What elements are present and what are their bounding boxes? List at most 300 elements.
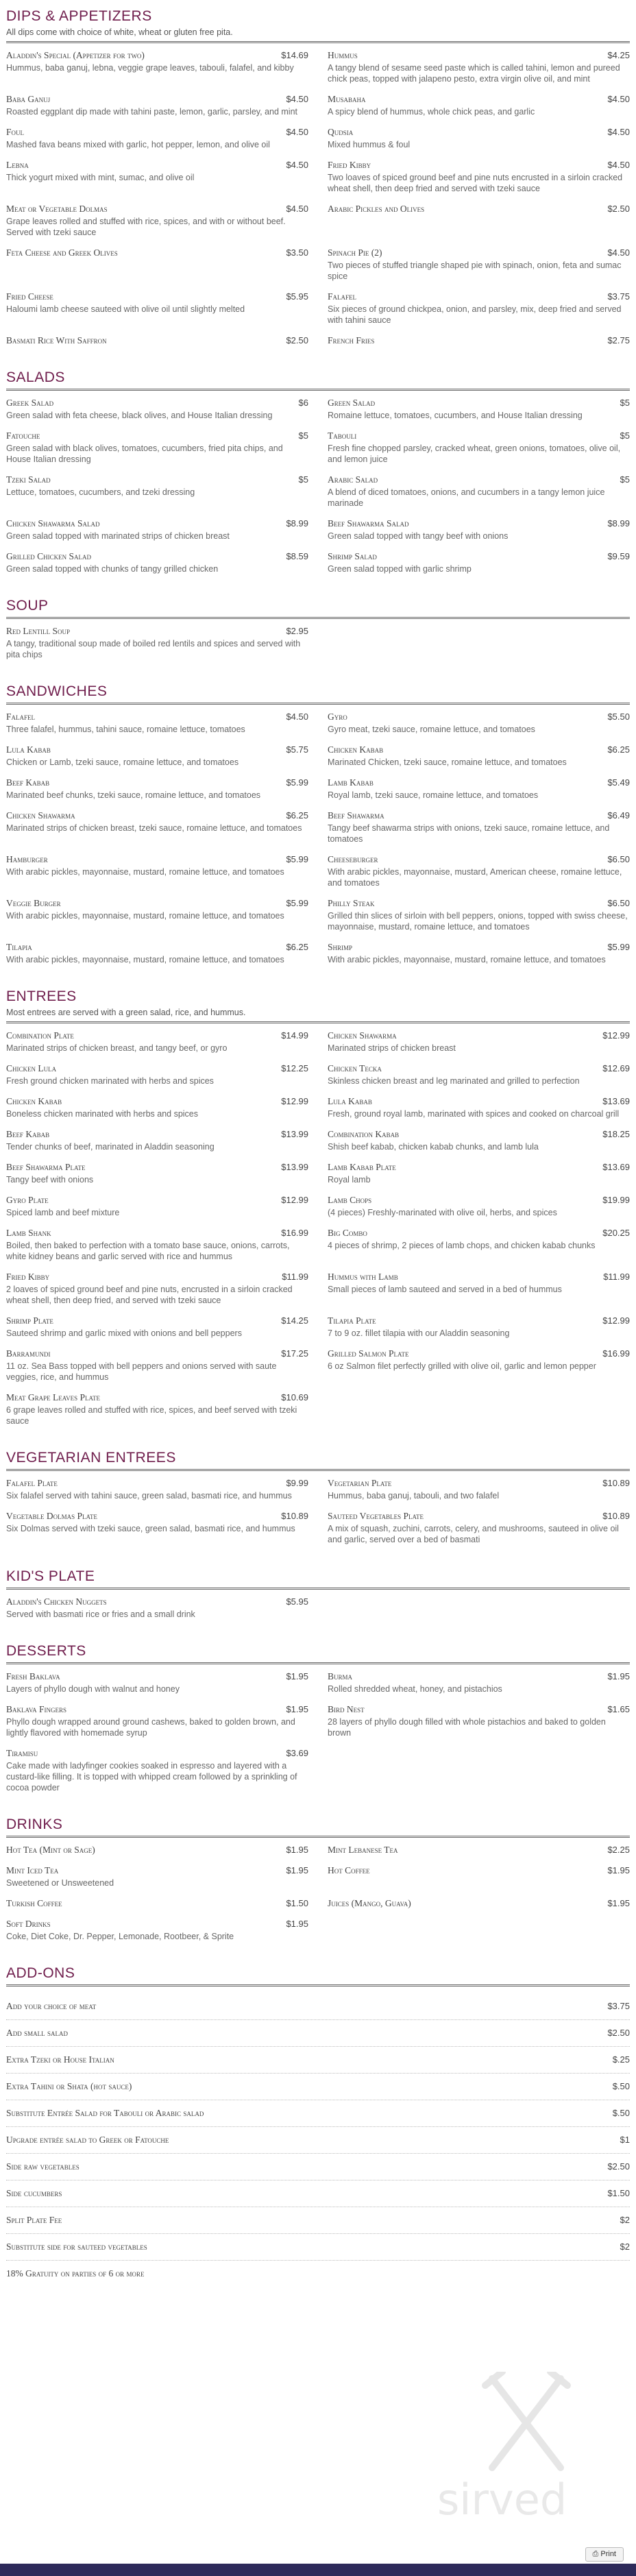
menu-item-price: $1.95: [286, 1671, 308, 1681]
menu-item-name: Lamb Kabab: [328, 777, 374, 788]
menu-item: [6, 518, 308, 542]
menu-item-description: Fresh, ground royal lamb, marinated with spices and cooked on charcoal grill: [328, 1109, 620, 1119]
menu-item: [6, 1748, 308, 1793]
menu-item-header: [6, 1129, 308, 1140]
menu-item-header: [6, 942, 308, 953]
menu-item: [328, 810, 630, 845]
menu-item-description: Romaine lettuce, tomatoes, cucumbers, and House Italian dressing: [328, 411, 583, 420]
menu-item-description: 28 layers of phyllo dough filled with whole pistachios and baked to golden brown: [328, 1717, 606, 1738]
menu-item-name: Basmati Rice With Saffron: [6, 335, 107, 345]
item-list: [6, 1596, 630, 1629]
menu-item-header: [328, 94, 630, 105]
menu-item: [6, 1228, 308, 1262]
item-list: [6, 712, 630, 975]
menu-item-price: $5.99: [286, 854, 308, 864]
menu-item: [328, 1348, 630, 1383]
menu-item-price: $12.25: [281, 1063, 308, 1073]
menu-item-header: [328, 1063, 630, 1074]
menu-item-description: Haloumi lamb cheese sauteed with olive oil until slightly melted: [6, 304, 245, 314]
section-divider: [6, 41, 630, 43]
section-title: VEGETARIAN ENTREES: [6, 1450, 176, 1466]
menu-item: [6, 2020, 630, 2047]
menu-item: [6, 1596, 308, 1620]
menu-item-name: Lamb Shank: [6, 1228, 51, 1238]
menu-item-header: [6, 1195, 308, 1206]
menu-item-name: Hummus: [328, 50, 358, 60]
menu-item: [6, 2154, 630, 2180]
menu-item-name: Chicken Lula: [6, 1063, 57, 1073]
menu-item-header: [328, 942, 630, 953]
menu-item-price: $9.59: [607, 551, 630, 561]
menu-item: [6, 50, 308, 84]
menu-item-description: Six falafel served with tahini sauce, green salad, basmati rice, and hummus: [6, 1491, 292, 1500]
menu-item-name: Extra Tzeki or House Italian: [6, 2054, 114, 2065]
menu-item-price: $2.50: [607, 2161, 630, 2172]
menu-item-header: [328, 335, 630, 346]
menu-section: [6, 369, 630, 584]
menu-item-header: [6, 1748, 308, 1759]
menu-item-price: $12.99: [281, 1096, 308, 1106]
menu-item: [6, 2047, 630, 2074]
menu-item-price: $10.89: [602, 1478, 630, 1488]
menu-item-description: 6 oz Salmon filet perfectly grilled with olive oil, garlic and lemon pepper: [328, 1361, 596, 1371]
menu-item-description: Six Dolmas served with tzeki sauce, green salad, basmati rice, and hummus: [6, 1524, 295, 1533]
menu-item-price: $19.99: [602, 1195, 630, 1205]
item-list: [6, 1845, 630, 1952]
menu-item: [6, 1030, 308, 1054]
menu-item-price: $2.50: [286, 335, 308, 345]
menu-item-price: $4.50: [607, 160, 630, 170]
menu-item-header: [6, 1511, 308, 1522]
menu-item: [6, 2180, 630, 2207]
menu-item-name: Fresh Baklava: [6, 1671, 60, 1681]
menu-item-header: [6, 1898, 308, 1909]
menu-item-price: $14.25: [281, 1315, 308, 1326]
menu-item-price: $5.50: [607, 712, 630, 722]
menu-item-header: [6, 335, 308, 346]
menu-item-name: Red Lentill Soup: [6, 626, 70, 636]
menu-item: [6, 398, 308, 421]
menu-item-price: $8.99: [286, 518, 308, 528]
menu-item-description: Mashed fava beans mixed with garlic, hot pepper, lemon, and olive oil: [6, 140, 270, 149]
menu-item-header: [6, 1671, 308, 1682]
menu-item-name: Tiramisu: [6, 1748, 38, 1758]
menu-item: [6, 942, 308, 965]
menu-item-name: Lula Kabab: [328, 1096, 372, 1106]
menu-item: [328, 335, 630, 346]
menu-item-header: [6, 127, 308, 138]
menu-item-description: A blend of diced tomatoes, onions, and cucumbers in a tangy lemon juice marinade: [328, 487, 605, 508]
menu-item: [328, 247, 630, 282]
menu-item-description: Hummus, baba ganuj, lebna, veggie grape leaves, tabouli, falafel, and kibby: [6, 63, 294, 73]
menu-item-header: [6, 1228, 308, 1239]
menu-item-price: $14.69: [281, 50, 308, 60]
menu-item-header: [6, 1272, 308, 1283]
menu-item-header: [6, 1478, 308, 1489]
menu-item-price: $5: [620, 398, 630, 408]
menu-item-header: [6, 160, 308, 171]
menu-item-description: Rolled shredded wheat, honey, and pistachios: [328, 1684, 502, 1694]
menu-item-header: [328, 127, 630, 138]
menu-item: [328, 127, 630, 150]
menu-item-description: With arabic pickles, mayonnaise, mustard, romaine lettuce, and tomatoes: [6, 911, 284, 921]
menu-item-header: [328, 474, 630, 485]
section-title: ENTREES: [6, 988, 77, 1004]
menu-item-name: Upgrade entrée salad to Greek or Fatouche: [6, 2135, 169, 2145]
menu-item-header: [6, 474, 308, 485]
menu-item-price: $5.95: [286, 1596, 308, 1607]
menu-item-name: 18% Gratuity on parties of 6 or more: [6, 2268, 145, 2279]
menu-item-name: Beef Shawarma Plate: [6, 1162, 86, 1172]
menu-item-price: $4.50: [286, 160, 308, 170]
menu-item: [6, 204, 308, 238]
menu-item-price: $8.99: [607, 518, 630, 528]
menu-section: [6, 988, 630, 1436]
menu-item-description: A tangy blend of sesame seed paste which is called tahini, lemon and pureed chick peas, topped with jalapeno pesto, extra virgin olive oil, and mint: [328, 63, 620, 84]
menu-item-price: $1.95: [286, 1865, 308, 1875]
menu-item-header: [6, 204, 308, 215]
menu-item-header: [6, 626, 308, 637]
menu-item: [6, 335, 308, 346]
menu-item-description: Lettuce, tomatoes, cucumbers, and tzeki dressing: [6, 487, 195, 497]
menu-item: [328, 474, 630, 509]
menu-item-description: Marinated beef chunks, tzeki sauce, romaine lettuce, and tomatoes: [6, 790, 261, 800]
menu-item-header: [328, 810, 630, 821]
menu-item-header: [6, 2215, 630, 2226]
menu-item-name: Combination Plate: [6, 1030, 74, 1041]
menu-item-name: Fatouche: [6, 430, 40, 441]
menu-item-header: [328, 1315, 630, 1326]
menu-item-header: [6, 1315, 308, 1326]
section-note: Most entrees are served with a green salad, rice, and hummus.: [6, 1008, 246, 1017]
menu-item-price: $4.50: [286, 127, 308, 137]
menu-item-name: Lamb Kabab Plate: [328, 1162, 396, 1172]
menu-item-description: Spiced lamb and beef mixture: [6, 1208, 120, 1217]
menu-item-name: Baba Ganuj: [6, 94, 51, 104]
menu-item-price: $13.69: [602, 1096, 630, 1106]
menu-item-price: $6.25: [286, 810, 308, 821]
menu-item-name: Falafel: [6, 712, 36, 722]
menu-item: [6, 744, 308, 768]
menu-item-price: $17.25: [281, 1348, 308, 1359]
menu-item: [6, 2234, 630, 2261]
menu-item-description: Fresh ground chicken marinated with herbs and spices: [6, 1076, 214, 1086]
menu-item-header: [328, 518, 630, 529]
menu-item-header: [6, 1845, 308, 1856]
menu-item-description: With arabic pickles, mayonnaise, mustard, romaine lettuce, and tomatoes: [6, 867, 284, 877]
menu-item-name: Juices (Mango, Guava): [328, 1898, 411, 1908]
menu-item-price: $3.75: [607, 2001, 630, 2011]
menu-section: [6, 683, 630, 975]
menu-item-header: [328, 1272, 630, 1283]
menu-item-price: $5: [620, 430, 630, 441]
menu-item-name: Aladdin's Special (Appetizer for two): [6, 50, 145, 60]
menu-item: [6, 551, 308, 574]
print-label: Print: [600, 2550, 616, 2558]
menu-item-header: [328, 777, 630, 788]
menu-item-name: Big Combo: [328, 1228, 367, 1238]
menu-item-name: Chicken Kabab: [328, 744, 384, 755]
section-divider: [6, 1469, 630, 1471]
menu-item: [328, 291, 630, 326]
menu-item: [6, 291, 308, 326]
menu-item-header: [6, 50, 308, 61]
section-divider: [6, 1984, 630, 1986]
menu-item-price: $3.69: [286, 1748, 308, 1758]
menu-item-price: $6.25: [607, 744, 630, 755]
menu-item: [6, 1478, 308, 1501]
section-title: DIPS & APPETIZERS: [6, 8, 152, 24]
menu-item: [6, 712, 308, 735]
printer-icon: ⎙: [592, 2550, 599, 2558]
menu-item-header: [6, 398, 308, 409]
menu-item-description: Sweetened or Unsweetened: [6, 1878, 114, 1888]
menu-item-header: [6, 247, 308, 258]
print-button[interactable]: [585, 2547, 624, 2562]
menu-item-price: $12.99: [281, 1195, 308, 1205]
menu-item-price: $12.99: [602, 1315, 630, 1326]
menu-item-header: [328, 1704, 630, 1715]
menu-item-name: Beef Kabab: [6, 1129, 50, 1139]
menu-item-header: [6, 518, 308, 529]
menu-item-price: $.25: [612, 2054, 630, 2065]
menu-item-description: Thick yogurt mixed with mint, sumac, and olive oil: [6, 173, 195, 182]
menu-item-name: Shrimp: [328, 942, 353, 952]
menu-item-name: Spinach Pie (2): [328, 247, 382, 258]
menu-item-name: Fried Kibby: [328, 160, 371, 170]
menu-item: [6, 810, 308, 845]
menu-item: [328, 1704, 630, 1738]
menu-item-price: $4.50: [286, 204, 308, 214]
menu-item-name: Shrimp Salad: [328, 551, 377, 561]
menu-item: [328, 551, 630, 574]
watermark-text: sirved: [437, 2475, 567, 2525]
section-title: SALADS: [6, 369, 65, 385]
menu-item-name: Philly Steak: [328, 898, 375, 908]
menu-item: [328, 1478, 630, 1501]
menu-section: [6, 1816, 630, 1952]
section-title: SANDWICHES: [6, 683, 108, 699]
menu-item-name: Green Salad: [328, 398, 376, 408]
menu-item: [328, 1865, 630, 1888]
menu-item-name: Fried Cheese: [6, 291, 53, 302]
menu-item: [328, 1272, 630, 1306]
menu-item-description: Tangy beef shawarma strips with onions, tzeki sauce, romaine lettuce, and tomatoes: [328, 823, 610, 844]
menu-item-description: With arabic pickles, mayonnaise, mustard, romaine lettuce, and tomatoes: [6, 955, 284, 964]
menu-item-header: [6, 430, 308, 441]
menu-item-description: A mix of squash, zuchini, carrots, celery, and mushrooms, sauteed in olive oil and garlic, served over a bed of basmati: [328, 1524, 619, 1544]
menu-item: [328, 94, 630, 117]
menu-item: [328, 1129, 630, 1152]
menu-item-name: Fried Kibby: [6, 1272, 50, 1282]
item-list: [6, 626, 630, 670]
menu-item-description: Marinated strips of chicken breast, tzeki sauce, romaine lettuce, and tomatoes: [6, 823, 302, 833]
menu-item-name: Vegetable Dolmas Plate: [6, 1511, 98, 1521]
item-list: [6, 398, 630, 584]
menu-item-name: Beef Shawarma Salad: [328, 518, 409, 528]
menu-item-header: [328, 204, 630, 215]
menu-item-price: $4.25: [607, 50, 630, 60]
menu-item-description: Chicken or Lamb, tzeki sauce, romaine lettuce, and tomatoes: [6, 757, 239, 767]
menu-item-price: $6: [298, 398, 308, 408]
menu-item-price: $4.50: [607, 247, 630, 258]
menu-item-header: [328, 712, 630, 722]
menu-item-description: Grilled thin slices of sirloin with bell peppers, onions, topped with swiss cheese, mayonnaise, mustard, romaine lettuce, and tomatoes: [328, 911, 628, 932]
menu-section: [6, 598, 630, 670]
menu-item-price: $5.99: [286, 777, 308, 788]
menu-item-header: [6, 94, 308, 105]
menu-item-price: $20.25: [602, 1228, 630, 1238]
menu-item-name: Lula Kabab: [6, 744, 51, 755]
menu-item-name: Beef Kabab: [6, 777, 50, 788]
menu-item-price: $5.75: [286, 744, 308, 755]
menu-item-header: [328, 1511, 630, 1522]
menu-item-description: A spicy blend of hummus, whole chick peas, and garlic: [328, 107, 535, 117]
menu-item: [6, 247, 308, 282]
menu-item-price: $1.50: [286, 1898, 308, 1908]
menu-item: [6, 854, 308, 888]
menu-item-name: Substitute Entrée Salad for Tabouli or Arabic salad: [6, 2108, 204, 2118]
menu-item-name: Baklava Fingers: [6, 1704, 67, 1714]
menu-item: [328, 1162, 630, 1185]
menu-item-description: Tangy beef with onions: [6, 1175, 94, 1184]
menu-item-price: $1.95: [286, 1919, 308, 1929]
menu-item-description: Small pieces of lamb sauteed and served in a bed of hummus: [328, 1285, 562, 1294]
menu-item: [328, 1845, 630, 1856]
menu-item-description: Shish beef kabab, chicken kabab chunks, and lamb lula: [328, 1142, 539, 1152]
menu-item-name: Hummus with Lamb: [328, 1272, 398, 1282]
menu-item-price: $13.99: [281, 1162, 308, 1172]
menu-item-name: Falafel: [328, 291, 357, 302]
item-list: [6, 1030, 630, 1436]
fork-knife-icon: [465, 2372, 588, 2475]
section-divider: [6, 1836, 630, 1838]
menu-item: [6, 1392, 308, 1426]
menu-item-price: $16.99: [281, 1228, 308, 1238]
menu-item-header: [328, 1478, 630, 1489]
section-divider: [6, 389, 630, 391]
menu-item-name: Chicken Shawarma: [6, 810, 75, 821]
menu-item-header: [328, 551, 630, 562]
menu-item: [328, 712, 630, 735]
menu-item-header: [6, 1704, 308, 1715]
menu-item-header: [328, 1845, 630, 1856]
menu-item-price: $16.99: [602, 1348, 630, 1359]
menu-item-header: [6, 2188, 630, 2199]
menu-item-header: [328, 1671, 630, 1682]
menu-item: [328, 1898, 630, 1909]
menu-item-name: Add your choice of meat: [6, 2001, 97, 2011]
item-list: [6, 1993, 630, 2287]
menu-item-description: With arabic pickles, mayonnaise, mustard, romaine lettuce, and tomatoes: [328, 955, 606, 964]
menu-item-price: $1.50: [607, 2188, 630, 2198]
menu-item-header: [328, 398, 630, 409]
menu-item-price: $4.50: [607, 127, 630, 137]
menu-item-description: Two loaves of spiced ground beef and pine nuts encrusted in a sirloin cracked wheat shell, then deep fried and served with tzeki sauce: [328, 173, 623, 193]
menu-item-price: $1.95: [286, 1704, 308, 1714]
menu-item-name: Soft Drinks: [6, 1919, 51, 1929]
section-title: DESSERTS: [6, 1643, 86, 1659]
menu-item: [6, 1195, 308, 1218]
menu-item-price: $11.99: [603, 1272, 630, 1282]
menu-item-description: Two pieces of stuffed triangle shaped pie with spinach, onion, feta and sumac spice: [328, 260, 622, 281]
menu-item-name: Qudsia: [328, 127, 354, 137]
menu-section: [6, 1965, 630, 2287]
menu-item: [328, 160, 630, 194]
menu-item-description: Marinated strips of chicken breast: [328, 1043, 456, 1053]
menu-item: [328, 1228, 630, 1262]
menu-item: [328, 1315, 630, 1339]
menu-section: [6, 1450, 630, 1555]
menu-item-name: Lamb Chops: [328, 1195, 372, 1205]
menu-item-name: Meat or Vegetable Dolmas: [6, 204, 108, 214]
menu-item: [6, 94, 308, 117]
menu-item-name: Falafel Plate: [6, 1478, 58, 1488]
menu-item: [6, 127, 308, 150]
menu-item-header: [6, 1865, 308, 1876]
menu-item: [6, 1671, 308, 1694]
menu-item-name: Chicken Shawarma: [328, 1030, 397, 1041]
menu-item: [6, 1315, 308, 1339]
menu-item-name: Beef Shawarma: [328, 810, 384, 821]
menu-item-price: $13.69: [602, 1162, 630, 1172]
section-title: DRINKS: [6, 1816, 63, 1832]
menu-item-header: [328, 247, 630, 258]
menu-item-name: Bird Nest: [328, 1704, 365, 1714]
menu-item-name: Hot Tea (Mint or Sage): [6, 1845, 95, 1855]
menu-item-description: Three falafel, hummus, tahini sauce, romaine lettuce, tomatoes: [6, 725, 245, 734]
menu-item: [328, 398, 630, 421]
menu-item-price: $4.50: [607, 94, 630, 104]
menu-item-header: [6, 777, 308, 788]
menu: [6, 0, 630, 2287]
menu-item-name: Extra Tahini or Shata (hot sauce): [6, 2081, 132, 2091]
menu-item: [6, 1845, 308, 1856]
menu-item-price: $2.95: [286, 626, 308, 636]
menu-item: [6, 1162, 308, 1185]
menu-item-description: Roasted eggplant dip made with tahini paste, lemon, garlic, parsley, and mint: [6, 107, 298, 117]
menu-item: [6, 2100, 630, 2127]
menu-item-price: $2.25: [607, 1845, 630, 1855]
menu-item-header: [6, 1392, 308, 1403]
menu-item-name: Arabic Pickles and Olives: [328, 204, 425, 214]
menu-item: [328, 1195, 630, 1218]
menu-item-header: [328, 160, 630, 171]
menu-item-description: Cake made with ladyfinger cookies soaked in espresso and layered with a custard-like filling. It is topped with whipped cream followed by a sprinkling of cocoa powder: [6, 1761, 297, 1793]
menu-item-name: Gyro: [328, 712, 347, 722]
menu-item-description: (4 pieces) Freshly-marinated with olive oil, herbs, and spices: [328, 1208, 557, 1217]
menu-item-description: Sauteed shrimp and garlic mixed with onions and bell peppers: [6, 1328, 242, 1338]
menu-item-price: $1.95: [607, 1865, 630, 1875]
menu-item-name: Chicken Shawarma Salad: [6, 518, 100, 528]
menu-item: [328, 430, 630, 465]
menu-item-description: Coke, Diet Coke, Dr. Pepper, Lemonade, Rootbeer, & Sprite: [6, 1932, 234, 1941]
menu-item-header: [6, 2108, 630, 2119]
menu-item: [6, 430, 308, 465]
menu-item-header: [328, 1030, 630, 1041]
menu-item-description: Green salad with black olives, tomatoes, cucumbers, fried pita chips, and House Italian dressing: [6, 443, 283, 464]
menu-item: [328, 942, 630, 965]
menu-item-header: [328, 50, 630, 61]
footer-bar: [0, 2564, 636, 2576]
menu-item-price: $2.75: [607, 335, 630, 345]
menu-item-description: Green salad with feta cheese, black olives, and House Italian dressing: [6, 411, 273, 420]
menu-item-price: $9.99: [286, 1478, 308, 1488]
menu-item-description: Boneless chicken marinated with herbs and spices: [6, 1109, 199, 1119]
menu-item: [6, 2074, 630, 2100]
menu-item-description: With arabic pickles, mayonnaise, mustard, American cheese, romaine lettuce, and tomatoes: [328, 867, 622, 888]
menu-item: [6, 626, 308, 660]
